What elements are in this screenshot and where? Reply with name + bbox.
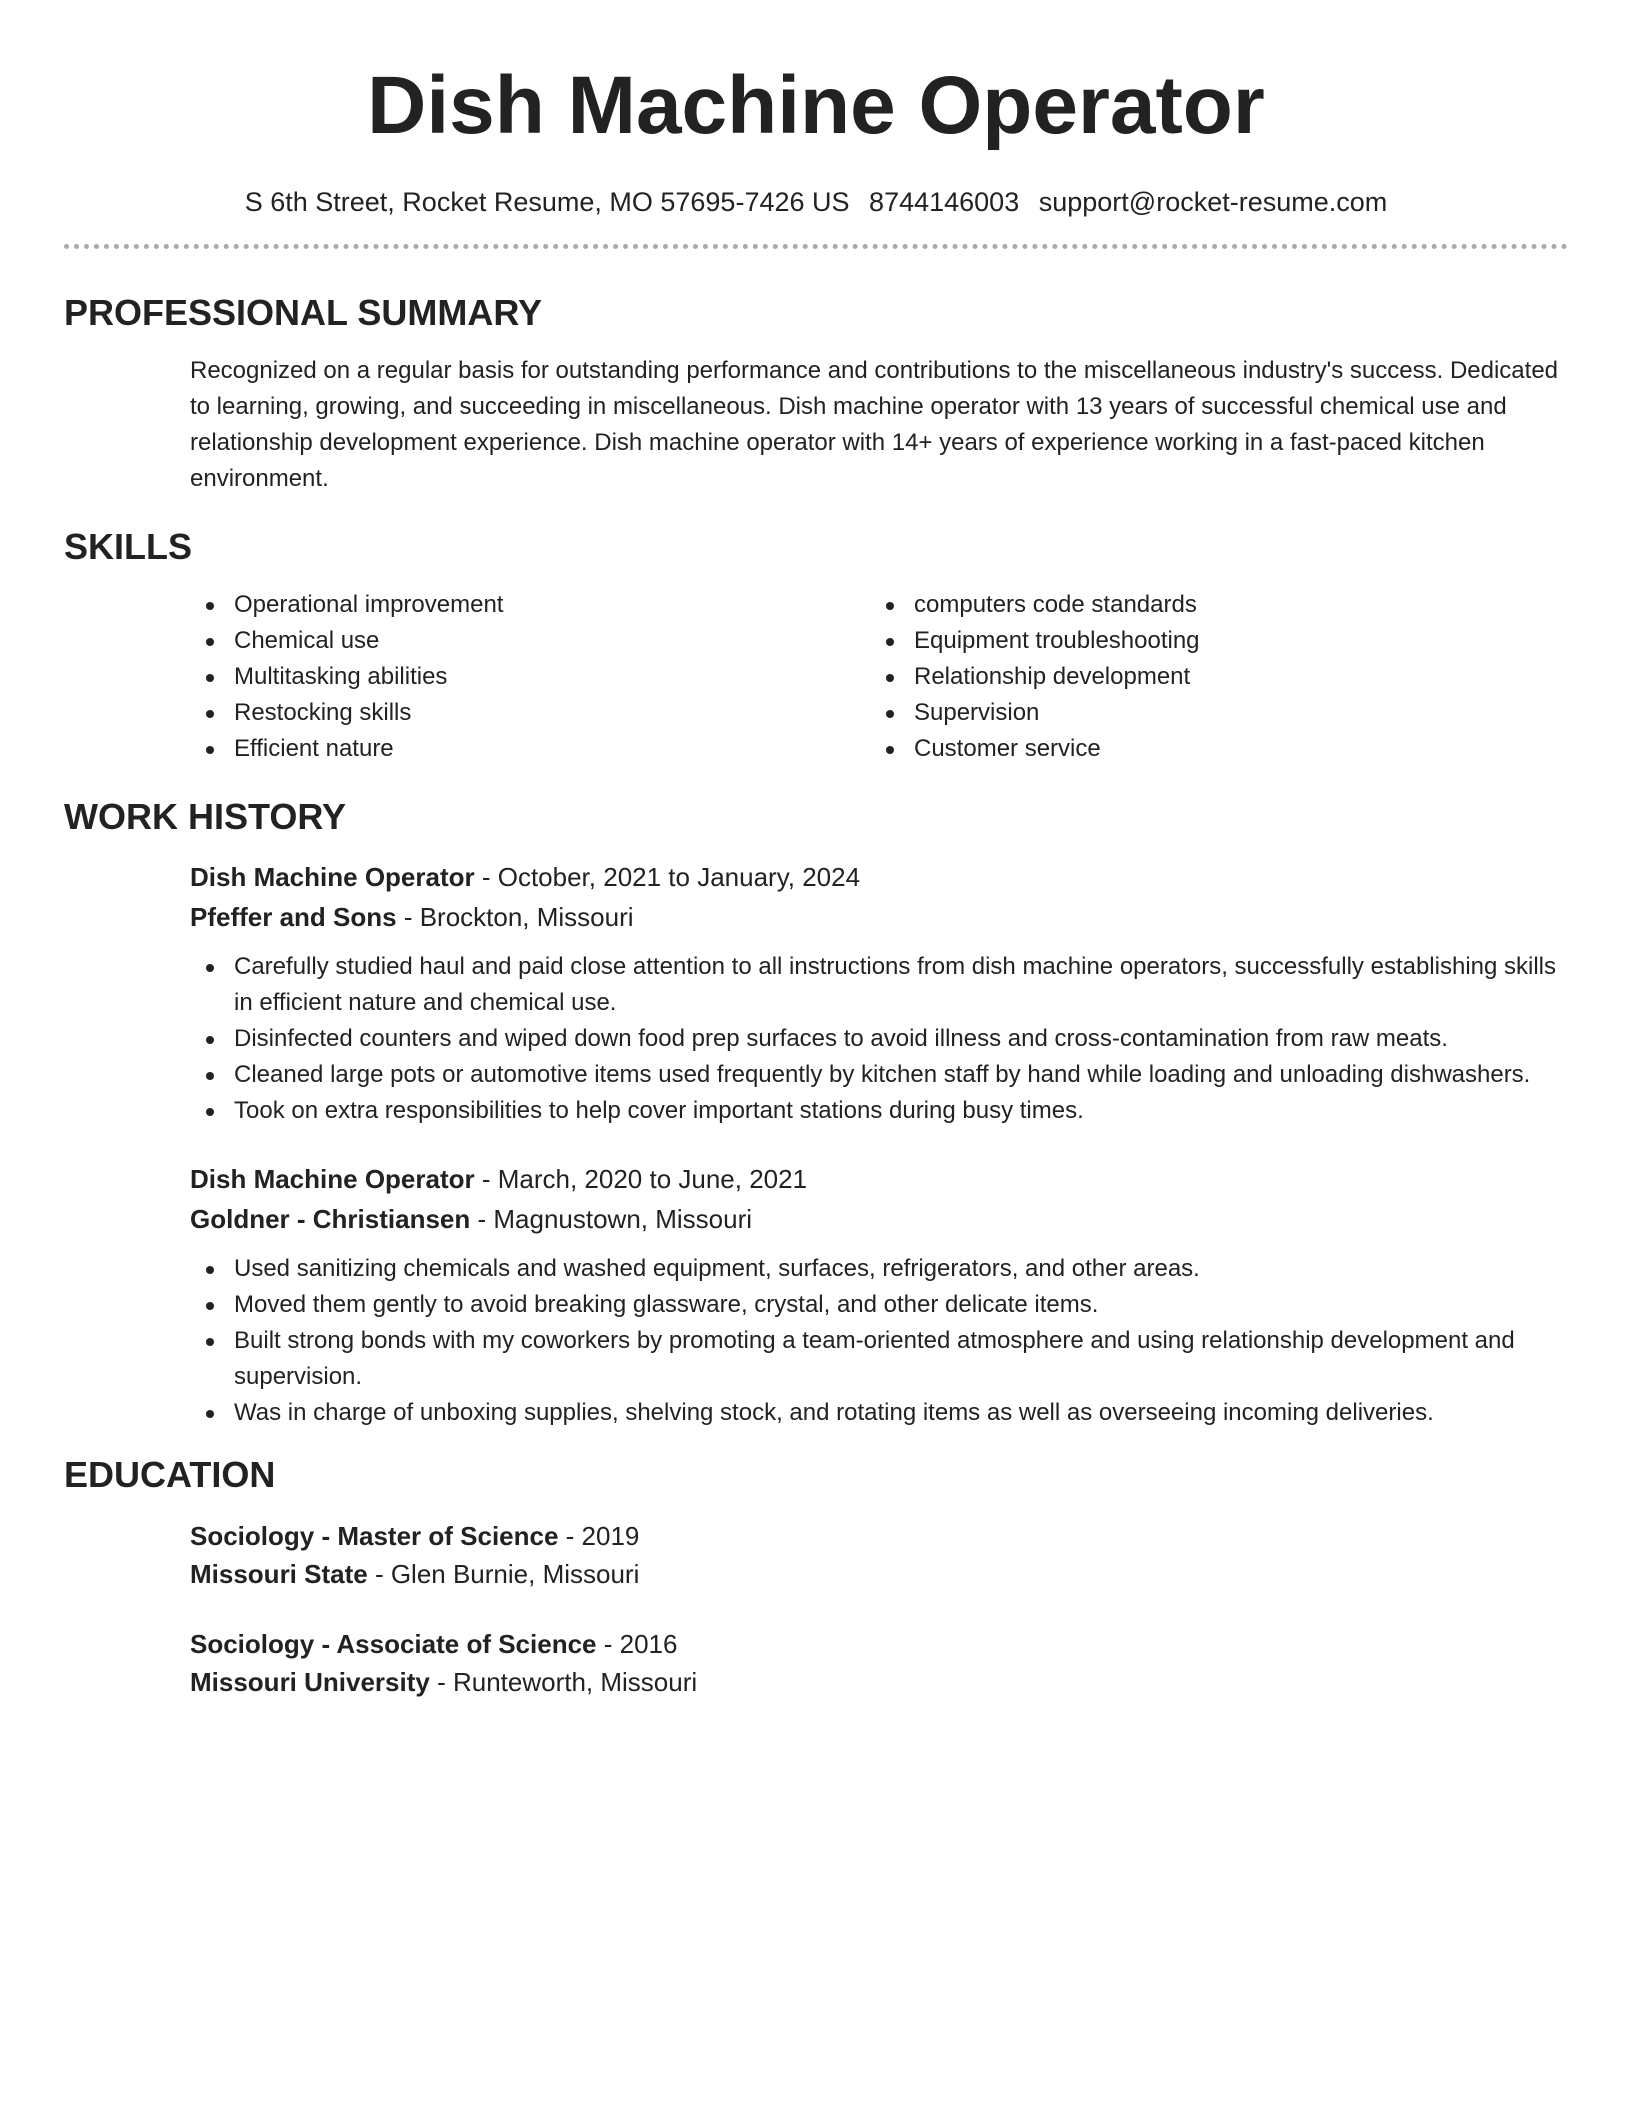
job-entry <box>64 1159 1568 1431</box>
contact-address: S 6th Street, Rocket Resume, MO 57695-7426 US <box>244 187 850 217</box>
skill-item: Customer service <box>870 731 1550 767</box>
skill-item: Supervision <box>870 695 1550 731</box>
degree-line <box>190 1517 1568 1555</box>
skill-item: Operational improvement <box>190 587 870 623</box>
degree: Sociology - Associate of Science <box>190 1629 597 1659</box>
school-location: - Runteworth, Missouri <box>429 1667 698 1697</box>
skill-item: Relationship development <box>870 659 1550 695</box>
job-dates: - October, 2021 to January, 2024 <box>474 862 861 892</box>
job-duties <box>190 1251 1568 1431</box>
resume-header <box>64 0 1568 220</box>
contact-line <box>64 184 1568 220</box>
job-company-line <box>190 897 1568 937</box>
summary-text: Recognized on a regular basis for outstanding performance and contributions to the miscellaneous industry's success. Dedicated to learning, growing, and succeeding in miscellaneous. Dish machine operator with 13 years of successful chemical use and relationship development experience. Dish machine operator with 14+ years of experience working in a fast-paced kitchen environment. <box>190 357 1559 492</box>
summary-section <box>64 291 1568 497</box>
job-duty: Disinfected counters and wiped down food prep surfaces to avoid illness and cross-contamination from raw meats. <box>190 1021 1568 1057</box>
job-duty: Took on extra responsibilities to help cover important stations during busy times. <box>190 1093 1568 1129</box>
degree-line <box>190 1625 1568 1663</box>
job-role-line <box>190 857 1568 897</box>
job-location: - Brockton, Missouri <box>396 902 634 932</box>
education-entry <box>64 1625 1568 1701</box>
skills-section <box>64 525 1568 767</box>
school: Missouri University <box>190 1667 430 1697</box>
candidate-title: Dish Machine Operator <box>367 60 1265 151</box>
job-company-line <box>190 1199 1568 1239</box>
skills-column-left <box>190 587 870 767</box>
job-company: Pfeffer and Sons <box>190 902 397 932</box>
job-duty: Moved them gently to avoid breaking glassware, crystal, and other delicate items. <box>190 1287 1568 1323</box>
skill-item: Multitasking abilities <box>190 659 870 695</box>
job-role: Dish Machine Operator <box>190 862 475 892</box>
summary-heading: PROFESSIONAL SUMMARY <box>64 292 543 333</box>
job-duty: Used sanitizing chemicals and washed equipment, surfaces, refrigerators, and other areas. <box>190 1251 1568 1287</box>
education-heading: EDUCATION <box>64 1454 276 1495</box>
skills-heading: SKILLS <box>64 526 193 567</box>
header-divider <box>64 244 1568 249</box>
contact-phone: 8744146003 <box>869 187 1020 217</box>
job-dates: - March, 2020 to June, 2021 <box>474 1164 808 1194</box>
skills-column-right <box>870 587 1550 767</box>
school-line <box>190 1663 1568 1701</box>
job-duty: Built strong bonds with my coworkers by promoting a team-oriented atmosphere and using relationship development and supervision. <box>190 1323 1568 1395</box>
education-section <box>64 1453 1568 1701</box>
work-history-section <box>64 795 1568 1431</box>
degree: Sociology - Master of Science <box>190 1521 559 1551</box>
school: Missouri State <box>190 1559 368 1589</box>
contact-email[interactable]: support@rocket-resume.com <box>1038 187 1388 217</box>
school-line <box>190 1555 1568 1593</box>
degree-year: - 2016 <box>596 1629 678 1659</box>
job-location: - Magnustown, Missouri <box>470 1204 753 1234</box>
job-company: Goldner - Christiansen <box>190 1204 471 1234</box>
skill-item: Restocking skills <box>190 695 870 731</box>
education-entry <box>64 1517 1568 1593</box>
skills-grid <box>64 587 1568 767</box>
job-role: Dish Machine Operator <box>190 1164 475 1194</box>
job-duty: Cleaned large pots or automotive items used frequently by kitchen staff by hand while loading and unloading dishwashers. <box>190 1057 1568 1093</box>
job-entry <box>64 857 1568 1129</box>
job-duty: Carefully studied haul and paid close attention to all instructions from dish machine operators, successfully establishing skills in efficient nature and chemical use. <box>190 949 1568 1021</box>
job-role-line <box>190 1159 1568 1199</box>
school-location: - Glen Burnie, Missouri <box>367 1559 640 1589</box>
skill-item: Efficient nature <box>190 731 870 767</box>
degree-year: - 2019 <box>558 1521 640 1551</box>
job-duties <box>190 949 1568 1129</box>
work-history-heading: WORK HISTORY <box>64 796 347 837</box>
skill-item: computers code standards <box>870 587 1550 623</box>
skill-item: Chemical use <box>190 623 870 659</box>
skill-item: Equipment troubleshooting <box>870 623 1550 659</box>
job-duty: Was in charge of unboxing supplies, shelving stock, and rotating items as well as overseeing incoming deliveries. <box>190 1395 1568 1431</box>
